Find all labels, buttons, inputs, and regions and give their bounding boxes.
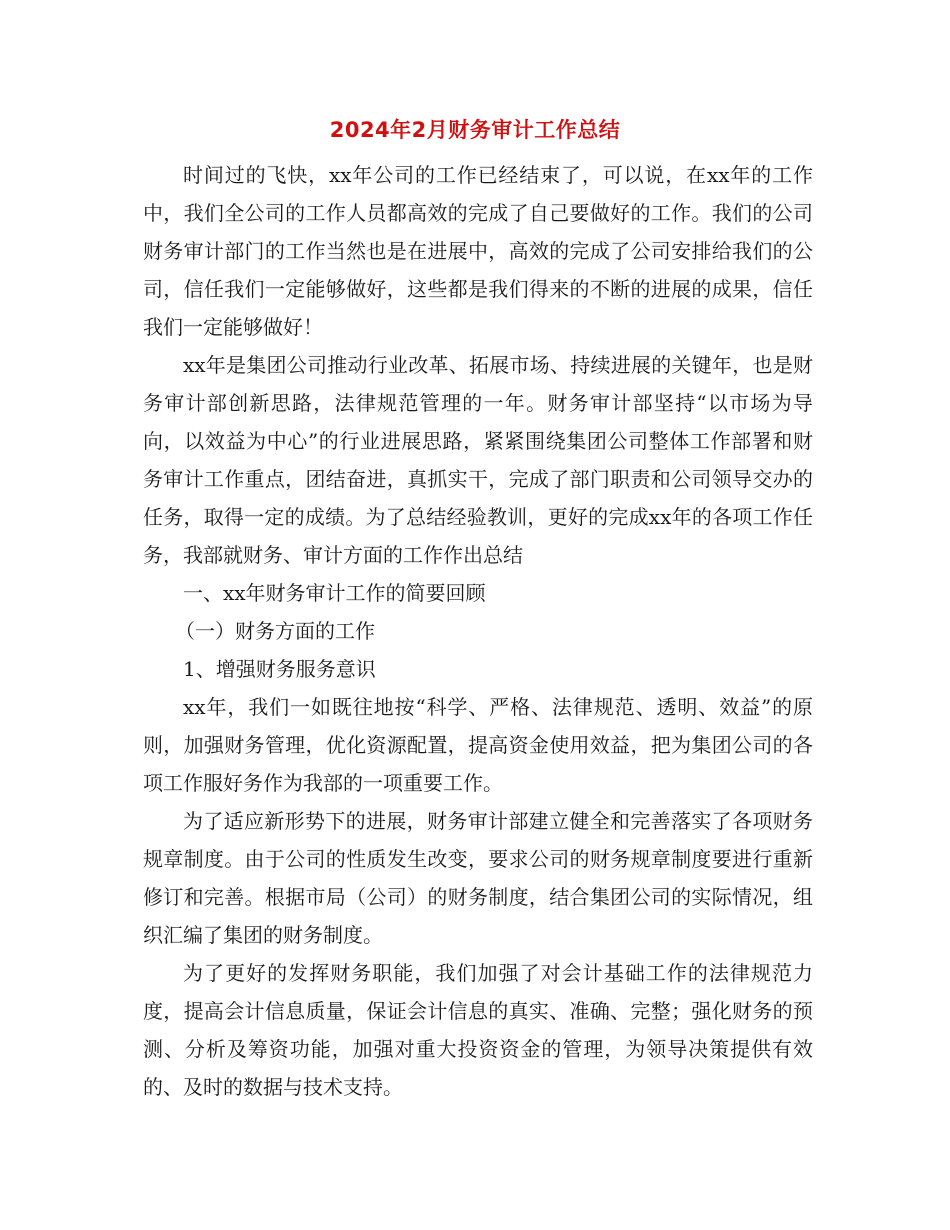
paragraph-accounting-basics: 为了更好的发挥财务职能，我们加强了对会计基础工作的法律规范力度，提高会计信息质量，保证会计信息的真实、准确、完整；强化财务的预测、分析及筹资功能，加强对重大投资资金的管理，为领导决策提供有效的、及时的数据与技术支持。 <box>143 961 813 1099</box>
paragraph-regulations: 为了适应新形势下的进展，财务审计部建立健全和完善落实了各项财务规章制度。由于公司的性质发生改变，要求公司的财务规章制度要进行重新修订和完善。根据市局（公司）的财务制度，结合集团公司的实际情况，组织汇编了集团的财务制度。 <box>143 809 813 947</box>
document-body <box>143 156 813 1106</box>
item-heading-service-awareness: 1、增强财务服务意识 <box>183 657 376 681</box>
section-heading-review: 一、xx年财务审计工作的简要回顾 <box>183 581 486 605</box>
paragraph-intro: 时间过的飞快，xx年公司的工作已经结束了，可以说，在xx年的工作中，我们全公司的工作人员都高效的完成了自己要做好的工作。我们的公司财务审计部门的工作当然也是在进展中，高效的完成了公司安排给我们的公司，信任我们一定能够做好，这些都是我们得来的不断的进展的成果，信任我们一定能够做好！ <box>143 163 813 339</box>
subsection-heading-finance: （一）财务方面的工作 <box>175 619 375 643</box>
paragraph-overview: xx年是集团公司推动行业改革、拓展市场、持续进展的关键年，也是财务审计部创新思路，法律规范管理的一年。财务审计部坚持“以市场为导向，以效益为中心”的行业进展思路，紧紧围绕集团公司整体工作部署和财务审计工作重点，团结奋进，真抓实干，完成了部门职责和公司领导交办的任务，取得一定的成绩。为了总结经验教训，更好的完成xx年的各项工作任务，我部就财务、审计方面的工作作出总结 <box>143 353 813 567</box>
paragraph-principles: xx年，我们一如既往地按“科学、严格、法律规范、透明、效益”的原则，加强财务管理，优化资源配置，提高资金使用效益，把为集团公司的各项工作服好务作为我部的一项重要工作。 <box>143 695 813 795</box>
document-title: 2024年2月财务审计工作总结 <box>329 118 621 142</box>
